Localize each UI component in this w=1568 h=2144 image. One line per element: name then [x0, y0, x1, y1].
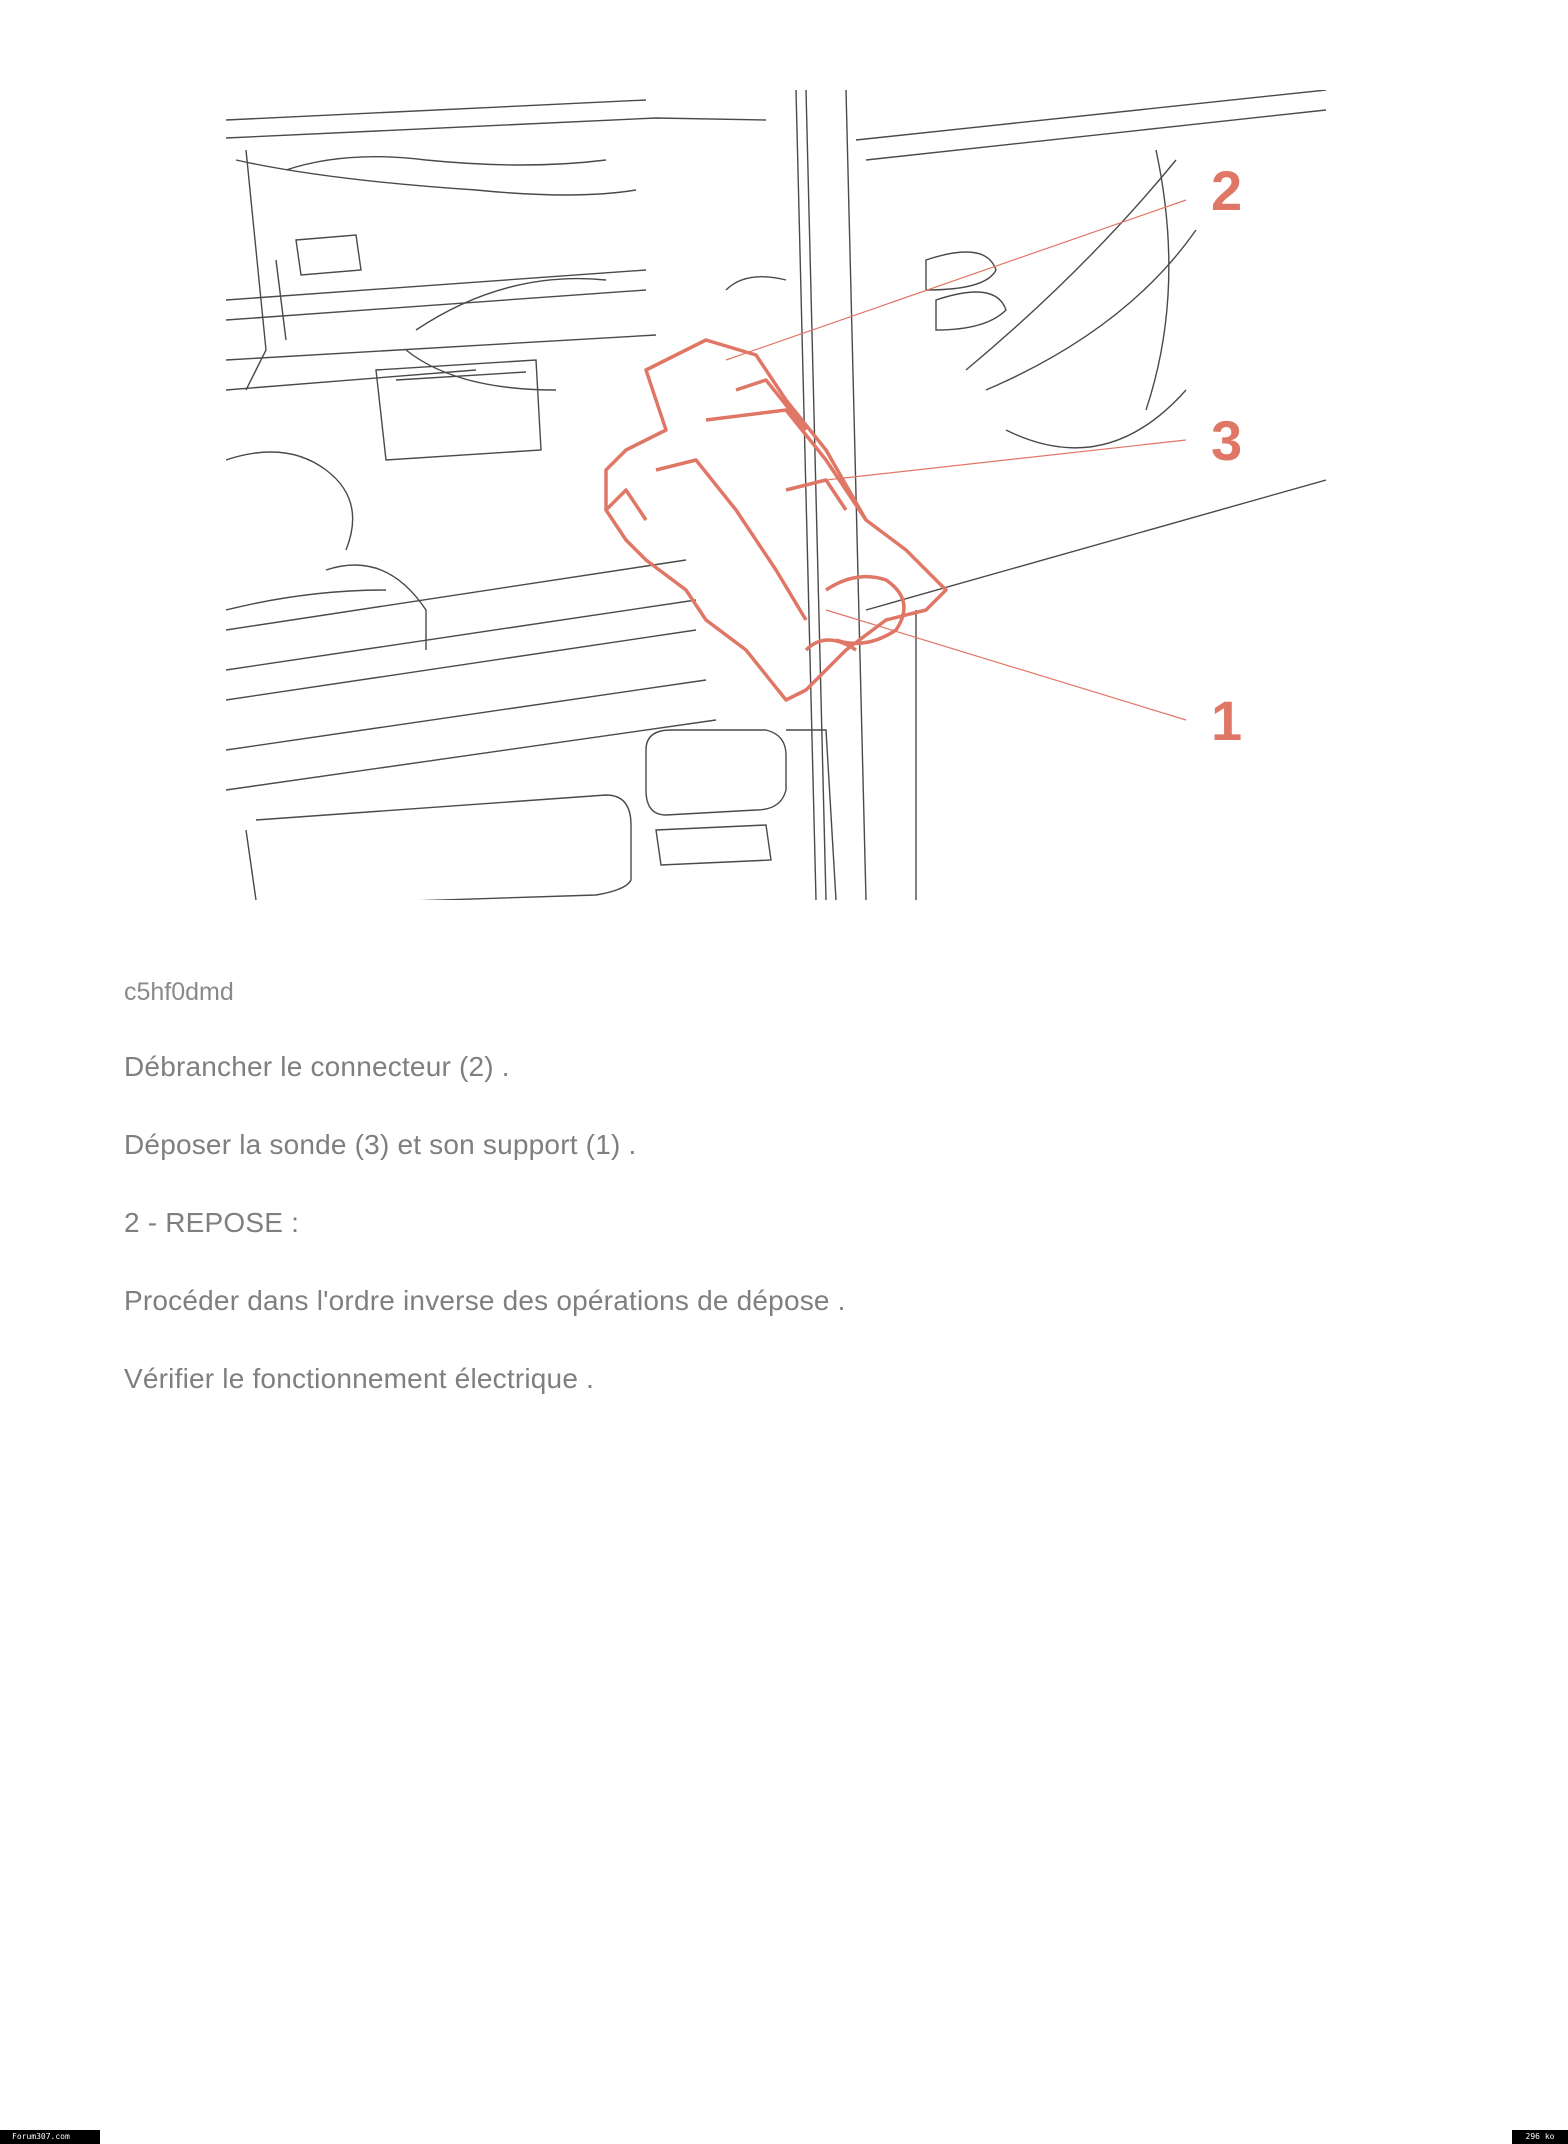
probe-assembly-highlight: [606, 340, 946, 700]
footer-source-label: Forum307.com: [0, 2130, 100, 2144]
footer-size-label: 296 ko: [1512, 2130, 1568, 2144]
callout-label-1: 1: [1211, 689, 1243, 752]
callout-label-2: 2: [1211, 159, 1243, 222]
callout-leaders: [726, 200, 1186, 720]
technical-illustration: [226, 90, 1326, 900]
section-heading-repose: 2 - REPOSE :: [124, 1207, 300, 1238]
line-drawing: [226, 90, 1326, 900]
step-remove-probe: Déposer la sonde (3) et son support (1) .: [124, 1129, 637, 1160]
figure-reference-code: c5hf0dmd: [124, 978, 234, 1006]
step-disconnect-connector: Débrancher le connecteur (2) .: [124, 1051, 510, 1082]
step-check-electrical: Vérifier le fonctionnement électrique .: [124, 1363, 595, 1394]
step-reverse-order: Procéder dans l'ordre inverse des opérations de dépose .: [124, 1285, 846, 1316]
callout-label-3: 3: [1211, 409, 1243, 472]
